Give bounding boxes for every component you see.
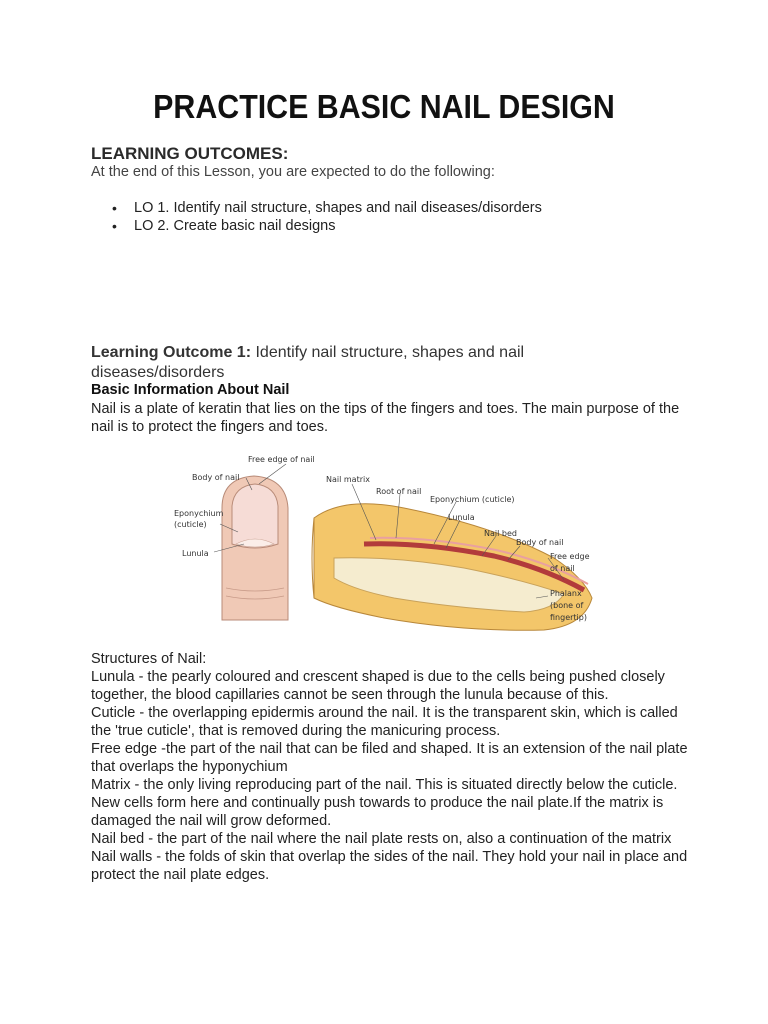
figure-label: Body of nail	[516, 538, 564, 547]
structure-item-nail-walls: Nail walls - the folds of skin that overlap the sides of the nail. They hold your nail in place and protect the nail plate edges.	[91, 849, 688, 883]
structure-item-free-edge: Free edge -the part of the nail that can be filed and shaped. It is an extension of the nail plate that overlaps the hyponychium	[91, 741, 688, 775]
figure-label: Eponychium	[174, 509, 224, 518]
learning-outcomes-intro: At the end of this Lesson, you are expected to do the following:	[91, 164, 495, 180]
list-item: • LO 2. Create basic nail designs	[112, 217, 542, 235]
figure-label: Free edge of nail	[248, 455, 315, 464]
nail-anatomy-diagram	[164, 448, 604, 632]
learning-outcome-1-text: Identify nail structure, shapes and nail diseases/disorders	[91, 344, 525, 381]
structures-heading: Structures of Nail:	[91, 651, 207, 667]
structure-item-lunula: Lunula - the pearly coloured and crescent shaped is due to the cells being pushed closely together, the blood capillaries cannot be seen through the lunula because of this.	[91, 669, 665, 703]
intro-paragraph: Nail is a plate of keratin that lies on the tips of the fingers and toes. The main purpose of the nail is to protect the fingers and toes.	[91, 401, 680, 435]
structure-item-matrix: Matrix - the only living reproducing part of the nail. This is situated directly below the cuticle. New cells form here and continually push towards to produce the nail plate.If the matrix is damaged the nail will grow deformed.	[91, 777, 678, 829]
learning-outcome-1-label: Learning Outcome 1:	[91, 344, 252, 361]
figure-label: fingertip)	[550, 613, 587, 622]
structure-item-cuticle: Cuticle - the overlapping epidermis around the nail. It is the transparent skin, which is called the 'true cuticle', that is removed during the manicuring process.	[91, 705, 678, 739]
learning-outcome-1-heading	[91, 343, 571, 383]
page-title: PRACTICE BASIC NAIL DESIGN	[153, 88, 615, 125]
figure-label: of nail	[550, 564, 575, 573]
figure-label: Free edge	[550, 552, 590, 561]
figure-label: Phalanx	[550, 589, 582, 598]
figure-label: Eponychium (cuticle)	[430, 495, 515, 504]
finger-top-view	[222, 476, 288, 620]
figure-label: Nail matrix	[326, 475, 370, 484]
basic-information-heading: Basic Information About Nail	[91, 382, 290, 398]
figure-label: Lunula	[182, 549, 209, 558]
structures-section	[91, 650, 691, 884]
figure-label: (cuticle)	[174, 520, 207, 529]
list-item: • LO 1. Identify nail structure, shapes and nail diseases/disorders	[112, 199, 542, 217]
learning-outcomes-list	[112, 199, 542, 235]
figure-label: Root of nail	[376, 487, 422, 496]
figure-label: Body of nail	[192, 473, 240, 482]
figure-label: Nail bed	[484, 529, 517, 538]
figure-label: (bone of	[550, 601, 584, 610]
learning-outcomes-heading: LEARNING OUTCOMES:	[91, 144, 289, 163]
structure-item-nail-bed: Nail bed - the part of the nail where the nail plate rests on, also a continuation of the matrix	[91, 831, 672, 847]
figure-label: Lunula	[448, 513, 475, 522]
